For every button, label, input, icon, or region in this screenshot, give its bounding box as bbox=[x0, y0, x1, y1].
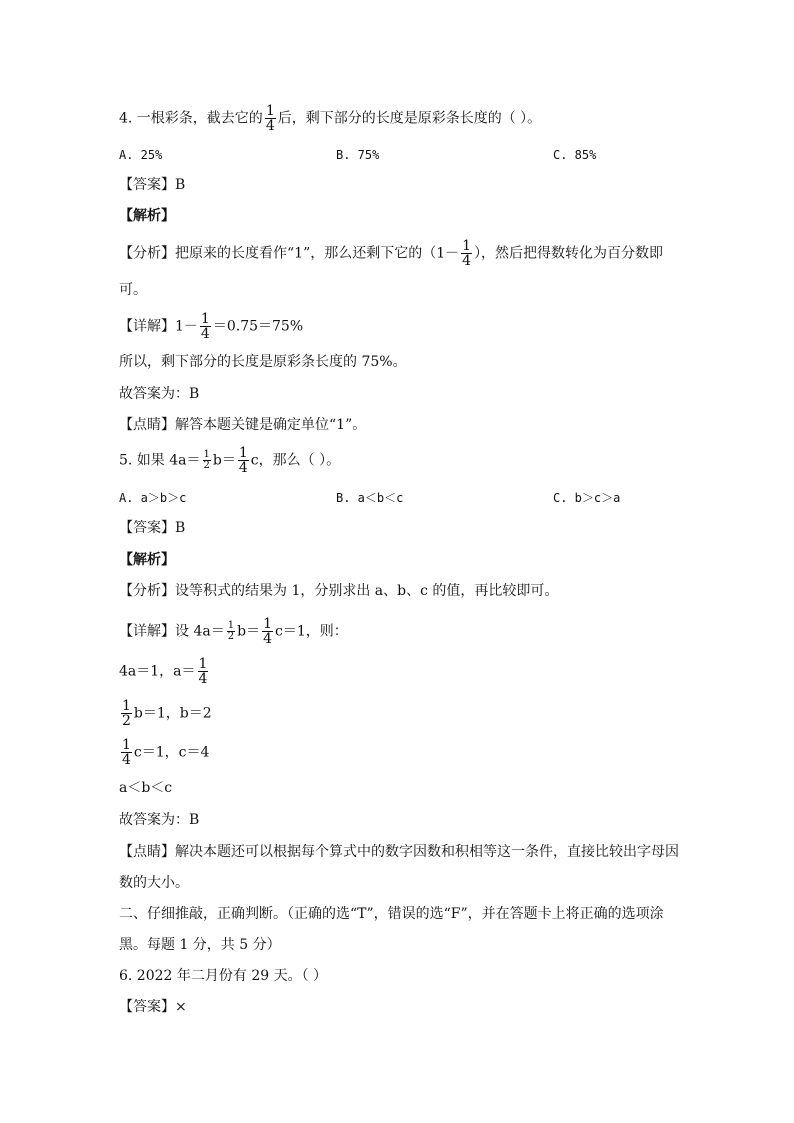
q5-step1-prefix: 4a＝1，a＝ bbox=[119, 663, 196, 680]
q5-quarter-fraction bbox=[238, 446, 249, 475]
q5-quarter-num: 1 bbox=[238, 445, 248, 461]
q6-answer: 【答案】× bbox=[119, 999, 187, 1015]
q5-stem-after: c，那么（ ）。 bbox=[250, 452, 341, 469]
q5-detail-mid: b＝ bbox=[237, 623, 261, 640]
q5-step2 bbox=[119, 699, 212, 728]
q5-step2-den: 2 bbox=[122, 713, 131, 729]
q5-step3 bbox=[119, 738, 209, 767]
q4-frac-den: 4 bbox=[265, 118, 275, 134]
q4-detail bbox=[119, 312, 303, 341]
q4-option-b: B. 75% bbox=[336, 148, 380, 162]
q5-final-answer: 故答案为：B bbox=[119, 812, 200, 828]
q4-analysis-heading: 【解析】 bbox=[119, 208, 175, 224]
q5-detail-after: c＝1，则： bbox=[274, 623, 348, 640]
q4-dianjing: 【点睛】解答本题关键是确定单位“1”。 bbox=[119, 417, 367, 433]
section2-heading-line2: 黑。每题 1 分，共 5 分） bbox=[119, 937, 281, 953]
q5-step3-num: 1 bbox=[122, 737, 131, 753]
q4-fraction bbox=[265, 104, 276, 133]
q4-option-c: C. 85% bbox=[553, 148, 597, 162]
q5-step1-den: 4 bbox=[198, 671, 208, 687]
q5-answer: 【答案】B bbox=[119, 520, 186, 536]
q6-stem: 6. 2022 年二月份有 29 天。（ ） bbox=[119, 968, 328, 984]
q4-fenxi bbox=[119, 239, 663, 268]
q4-option-a: A. 25% bbox=[119, 148, 163, 162]
q5-stem bbox=[119, 446, 340, 475]
q4-detail-frac-den: 4 bbox=[200, 326, 210, 342]
q5-step1-fraction bbox=[198, 657, 209, 686]
q5-step2-fraction bbox=[121, 699, 132, 728]
q4-conclusion: 所以，剩下部分的长度是原彩条长度的 75%。 bbox=[119, 354, 407, 370]
q4-detail-fraction bbox=[200, 312, 211, 341]
q4-fenxi-before: 【分析】把原来的长度看作“1”，那么还剩下它的（1－ bbox=[119, 245, 460, 262]
q4-fenxi-frac-num: 1 bbox=[462, 238, 472, 254]
q5-detail bbox=[119, 617, 348, 646]
q5-half-num: 1 bbox=[203, 449, 210, 460]
q4-fenxi-frac-den: 4 bbox=[462, 253, 472, 269]
q5-step2-rest: b＝1，b＝2 bbox=[133, 705, 212, 722]
q4-answer: 【答案】B bbox=[119, 177, 186, 193]
q5-step2-num: 1 bbox=[122, 698, 131, 714]
q5-analysis-heading: 【解析】 bbox=[119, 552, 175, 568]
q4-stem-after: 后，剩下部分的长度是原彩条长度的（ ）。 bbox=[277, 110, 542, 127]
q4-fenxi-after: ），然后把得数转化为百分数即 bbox=[474, 245, 664, 262]
q4-detail-prefix: 【详解】1－ bbox=[119, 318, 198, 335]
q5-detail-half-num: 1 bbox=[227, 620, 235, 631]
q5-detail-half-den: 2 bbox=[227, 631, 235, 642]
q4-fenxi-fraction bbox=[461, 239, 472, 268]
section2-heading-line1: 二、仔细推敲，正确判断。（正确的选“T”，错误的选“F”，并在答题卡上将正确的选项涂 bbox=[119, 906, 664, 922]
q4-stem-before: 4. 一根彩条，截去它的 bbox=[119, 110, 263, 127]
q4-frac-num: 1 bbox=[265, 103, 275, 119]
q5-dianjing-line2: 数的大小。 bbox=[119, 875, 189, 891]
q5-quarter-den: 4 bbox=[238, 460, 248, 476]
q4-detail-rest: ＝0.75＝75% bbox=[212, 318, 304, 335]
q5-detail-quarter-fraction bbox=[262, 617, 273, 646]
q5-step3-rest: c＝1，c＝4 bbox=[133, 744, 210, 761]
q5-dianjing-line1: 【点睛】解决本题还可以根据每个算式中的数字因数和积相等这一条件，直接比较出字母因 bbox=[119, 844, 679, 860]
q4-detail-frac-num: 1 bbox=[200, 311, 210, 327]
q5-detail-prefix: 【详解】设 4a＝ bbox=[119, 623, 225, 640]
q5-step1 bbox=[119, 657, 210, 686]
q5-detail-quarter-num: 1 bbox=[263, 616, 272, 632]
q5-detail-half-fraction bbox=[227, 621, 235, 642]
q5-compare: a＜b＜c bbox=[119, 780, 173, 796]
q5-half-fraction bbox=[203, 450, 211, 471]
q4-stem bbox=[119, 104, 541, 133]
q5-stem-prefix: 5. 如果 4a＝ bbox=[119, 452, 201, 469]
q4-final-answer: 故答案为：B bbox=[119, 386, 200, 402]
q4-fenxi-cont: 可。 bbox=[119, 282, 147, 298]
q5-detail-quarter-den: 4 bbox=[263, 631, 272, 647]
q5-fenxi: 【分析】设等积式的结果为 1，分别求出 a、b、c 的值，再比较即可。 bbox=[119, 583, 559, 599]
q5-step3-den: 4 bbox=[122, 752, 131, 768]
q5-option-a: A. a＞b＞c bbox=[119, 491, 187, 505]
q5-half-den: 2 bbox=[203, 460, 210, 471]
q5-stem-mid: b＝ bbox=[212, 452, 236, 469]
q5-step3-fraction bbox=[121, 738, 132, 767]
q5-step1-num: 1 bbox=[198, 656, 208, 672]
q5-option-b: B. a＜b＜c bbox=[336, 491, 404, 505]
q5-option-c: C. b＞c＞a bbox=[553, 491, 621, 505]
